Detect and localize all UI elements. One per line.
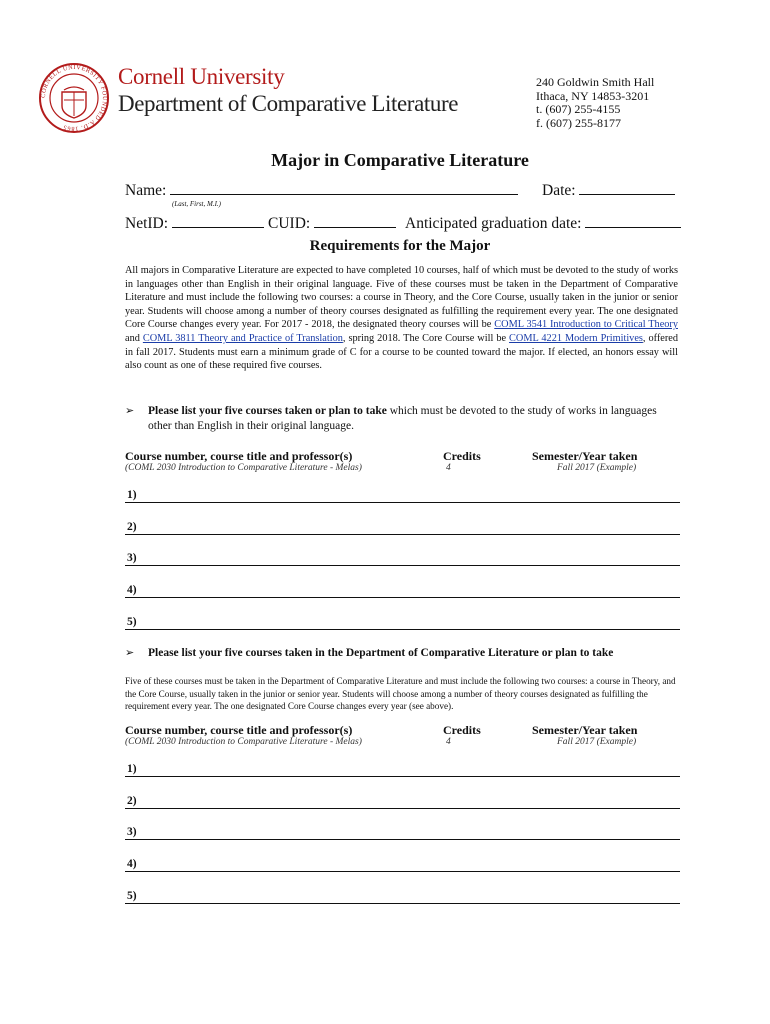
link-coml-3811[interactable]: COML 3811 Theory and Practice of Translation [142, 332, 343, 344]
graduation-row [405, 213, 681, 233]
section2-bold-text: Please list your five courses taken in the Department of Comparative Literature or plan to take [148, 647, 614, 659]
section1-col-semester: Semester/Year taken [532, 449, 638, 463]
section1-rest-text: which must be devoted to the study of works in languages other than English in their original language. [148, 405, 657, 432]
requirements-paragraph [125, 264, 678, 373]
netid-label: NetID: [125, 215, 169, 232]
row-number: 3) [127, 552, 137, 564]
section2-example-semester: Fall 2017 (Example) [557, 737, 637, 747]
row-number: 2) [127, 795, 137, 807]
university-name: Cornell University [118, 64, 285, 89]
name-label: Name: [125, 182, 167, 199]
section1-example-course: (COML 2030 Introduction to Comparative Literature - Melas) [125, 463, 362, 473]
row-number: 4) [127, 584, 137, 596]
contact-address [536, 76, 654, 130]
date-label: Date: [542, 182, 576, 199]
date-row [542, 180, 675, 200]
seal-text: CORNELL UNIVERSITY FOUNDED A.D. 1865 [39, 63, 109, 133]
netid-row [125, 213, 264, 233]
row-number: 5) [127, 890, 137, 902]
section1-course-row-5[interactable] [125, 615, 680, 630]
section1-example-credits: 4 [446, 463, 451, 473]
address-street: 240 Goldwin Smith Hall [536, 75, 655, 89]
row-number: 3) [127, 826, 137, 838]
arrow-bullet-icon: ➢ [125, 405, 135, 417]
form-title: Major in Comparative Literature [271, 150, 529, 170]
link-coml-4221[interactable]: COML 4221 Modern Primitives [509, 332, 643, 344]
section2-course-row-1[interactable] [125, 762, 680, 777]
arrow-bullet-icon: ➢ [125, 647, 135, 659]
netid-field[interactable] [172, 213, 264, 228]
name-field[interactable] [170, 180, 518, 195]
section1-col-course: Course number, course title and professor(s) [125, 449, 353, 463]
section1-col-credits: Credits [443, 449, 481, 463]
section2-course-row-2[interactable] [125, 794, 680, 809]
section2-col-credits: Credits [443, 723, 481, 737]
link-coml-3541[interactable]: COML 3541 Introduction to Critical Theory [494, 319, 678, 331]
section1-instruction [125, 404, 685, 436]
date-field[interactable] [579, 180, 675, 195]
name-hint: (Last, First, M.I.) [172, 200, 221, 208]
section1-bold-text: Please list your five courses taken or plan to take [148, 405, 387, 417]
section2-course-row-4[interactable] [125, 857, 680, 872]
section1-course-row-4[interactable] [125, 583, 680, 598]
requirements-text-and: and [125, 332, 140, 344]
section1-course-row-2[interactable] [125, 520, 680, 535]
row-number: 1) [127, 489, 137, 501]
section1-example-semester: Fall 2017 (Example) [557, 463, 637, 473]
name-row [125, 180, 518, 200]
section2-example-credits: 4 [446, 737, 451, 747]
section2-example-course: (COML 2030 Introduction to Comparative Literature - Melas) [125, 737, 362, 747]
row-number: 5) [127, 616, 137, 628]
section2-instruction [125, 646, 685, 662]
address-city: Ithaca, NY 14853-3201 [536, 88, 650, 103]
graduation-label: Anticipated graduation date: [405, 215, 582, 232]
address-phone: t. (607) 255-4155 [536, 102, 621, 116]
section2-course-row-5[interactable] [125, 889, 680, 904]
graduation-field[interactable] [585, 213, 681, 228]
row-number: 4) [127, 858, 137, 870]
section2-col-course: Course number, course title and professor(s) [125, 723, 353, 737]
requirements-heading: Requirements for the Major [309, 238, 491, 254]
address-fax: f. (607) 255-8177 [536, 115, 621, 130]
section1-course-row-3[interactable] [125, 551, 680, 566]
cornell-seal-logo [38, 62, 110, 134]
section2-col-semester: Semester/Year taken [532, 723, 638, 737]
requirements-text-b: , spring 2018. The Core Course will be [342, 332, 507, 344]
section1-course-row-1[interactable] [125, 488, 680, 503]
section2-course-row-3[interactable] [125, 825, 680, 840]
requirements-text-a: All majors in Comparative Literature are expected to have completed 10 courses, half of which must be devoted to the study of works in languages other than English in their original language. Five of these courses must be taken in the Department of Comparative Literature and must include the following two courses: a course in Theory, and the Core Course, usually taken in the junior or senior year. Students will choose among a number of theory courses designated as fulfilling the requirement every year. The one designated Core Course changes every year. For 2017 - 2018, the designated theory courses will be [125, 265, 678, 331]
cuid-field[interactable] [314, 213, 396, 228]
department-name: Department of Comparative Literature [118, 91, 459, 116]
section2-paragraph: Five of these courses must be taken in the Department of Comparative Literature and must include the following two courses: a course in Theory, and the Core Course, usually taken in the junior or senior year. Students will choose among a number of theory courses designated as fulfilling the requirement every year. The one designated Core Course changes every year (see above). [125, 676, 676, 711]
row-number: 2) [127, 521, 137, 533]
row-number: 1) [127, 763, 137, 775]
cuid-label: CUID: [268, 215, 311, 232]
requirements-text-c: , offered in fall 2017. Students must earn a minimum grade of C for a course to be counted toward the major. If elected, an honors essay will also count as one of these required five courses. [125, 332, 679, 372]
cuid-row [268, 213, 396, 233]
